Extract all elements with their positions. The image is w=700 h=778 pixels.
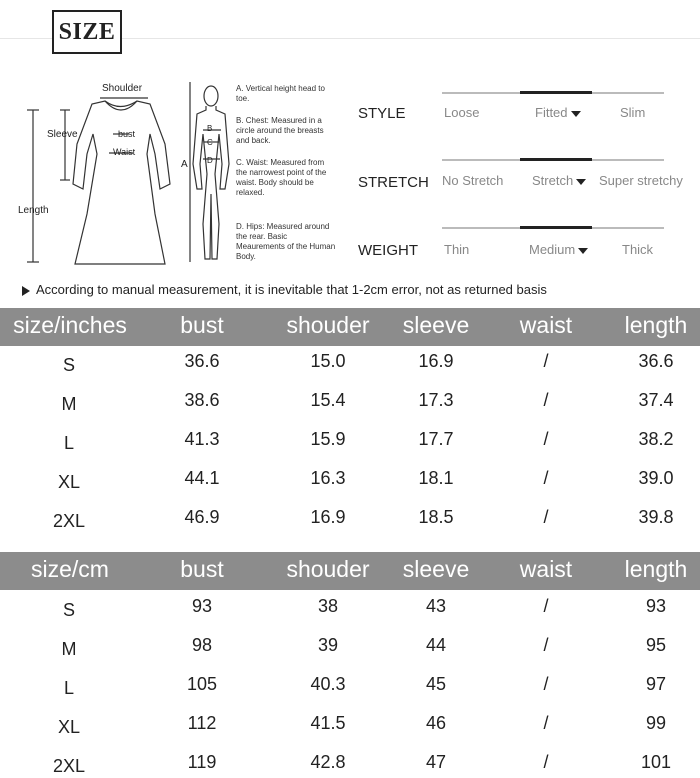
weight-label: WEIGHT xyxy=(358,242,418,259)
cell-length: 99 xyxy=(645,713,667,733)
header-shoulder: shouder xyxy=(286,312,370,338)
cell-size: M xyxy=(61,394,77,414)
cm-table-header xyxy=(0,552,700,590)
cell-waist: / xyxy=(543,390,549,410)
cell-bust: 46.9 xyxy=(184,507,220,527)
body-label-c: C xyxy=(207,138,213,147)
header-bust: bust xyxy=(180,312,224,338)
triangle-right-icon xyxy=(22,286,30,296)
note-c: C. Waist: Measured from the narrowest point of the waist. Body should be relaxed. xyxy=(236,158,327,197)
cell-size: S xyxy=(62,355,75,375)
cell-bust: 98 xyxy=(191,635,213,655)
body-label-d: D xyxy=(207,156,213,165)
cell-shoulder: 40.3 xyxy=(310,674,346,694)
cell-waist: / xyxy=(543,752,549,772)
cell-size: S xyxy=(62,600,75,620)
cell-waist: / xyxy=(543,674,549,694)
cell-size: XL xyxy=(57,717,81,737)
cell-sleeve: 45 xyxy=(425,674,447,694)
cell-waist: / xyxy=(543,351,549,371)
weight-option-medium: Medium xyxy=(529,242,588,257)
cell-size: M xyxy=(61,639,77,659)
waist-label: Waist xyxy=(113,147,136,157)
shoulder-label: Shoulder xyxy=(102,83,143,94)
cell-waist: / xyxy=(543,635,549,655)
cell-sleeve: 16.9 xyxy=(418,351,454,371)
body-label-a: A xyxy=(181,159,188,170)
header-size: size/inches xyxy=(13,312,127,338)
cell-sleeve: 17.7 xyxy=(418,429,454,449)
cell-shoulder: 15.9 xyxy=(310,429,346,449)
header-length: length xyxy=(624,312,688,338)
cell-bust: 44.1 xyxy=(184,468,220,488)
caret-down-icon xyxy=(576,179,586,185)
cell-length: 39.8 xyxy=(638,507,674,527)
cell-shoulder: 15.0 xyxy=(310,351,346,371)
header-sleeve: sleeve xyxy=(402,312,470,338)
header-waist: waist xyxy=(519,556,573,582)
size-title: SIZE xyxy=(52,10,122,54)
note-d: D. Hips: Measured around the rear. Basic Meaurements of the Human Body. xyxy=(236,222,336,261)
cell-waist: / xyxy=(543,507,549,527)
style-option-loose: Loose xyxy=(444,105,480,120)
stretch-option-super-stretchy: Super stretchy xyxy=(599,173,683,188)
cell-shoulder: 39 xyxy=(317,635,339,655)
bust-label: bust xyxy=(118,129,136,139)
body-label-b: B xyxy=(207,124,213,133)
cell-sleeve: 44 xyxy=(425,635,447,655)
cell-bust: 36.6 xyxy=(184,351,220,371)
cell-length: 39.0 xyxy=(638,468,674,488)
cell-length: 97 xyxy=(645,674,667,694)
inches-table-header xyxy=(0,308,700,346)
style-label: STYLE xyxy=(358,105,406,122)
cell-bust: 112 xyxy=(187,713,217,733)
style-option-fitted: Fitted xyxy=(535,105,581,120)
cell-length: 95 xyxy=(645,635,667,655)
cell-length: 36.6 xyxy=(638,351,674,371)
cell-length: 38.2 xyxy=(638,429,674,449)
weight-option-thin: Thin xyxy=(444,242,470,257)
cell-bust: 119 xyxy=(187,752,217,772)
cell-waist: / xyxy=(543,468,549,488)
cell-sleeve: 18.5 xyxy=(418,507,454,527)
caret-down-icon xyxy=(571,111,581,117)
cell-bust: 38.6 xyxy=(184,390,220,410)
cell-length: 37.4 xyxy=(638,390,674,410)
cell-size: 2XL xyxy=(52,511,86,531)
caret-down-icon xyxy=(578,248,588,254)
cell-size: L xyxy=(63,678,74,698)
cell-waist: / xyxy=(543,596,549,616)
cell-shoulder: 38 xyxy=(317,596,339,616)
cell-sleeve: 46 xyxy=(425,713,447,733)
style-option-slim: Slim xyxy=(620,105,646,120)
header-shoulder: shouder xyxy=(286,556,370,582)
cell-size: L xyxy=(63,433,74,453)
cell-waist: / xyxy=(543,713,549,733)
cell-sleeve: 43 xyxy=(425,596,447,616)
stretch-scale-marker xyxy=(520,158,592,161)
cell-sleeve: 18.1 xyxy=(418,468,454,488)
cell-length: 101 xyxy=(640,752,672,772)
cell-sleeve: 47 xyxy=(425,752,447,772)
cell-shoulder: 41.5 xyxy=(310,713,346,733)
length-label: Length xyxy=(18,205,49,216)
cell-waist: / xyxy=(543,429,549,449)
cell-bust: 105 xyxy=(186,674,218,694)
header-bust: bust xyxy=(180,556,224,582)
stretch-option-no-stretch: No Stretch xyxy=(442,173,504,188)
cell-bust: 41.3 xyxy=(184,429,220,449)
header-size: size/cm xyxy=(31,556,109,582)
cell-length: 93 xyxy=(645,596,667,616)
cell-size: 2XL xyxy=(52,756,86,776)
cell-shoulder: 15.4 xyxy=(310,390,346,410)
weight-option-thick: Thick xyxy=(622,242,654,257)
header-waist: waist xyxy=(519,312,573,338)
measurement-note: According to manual measurement, it is inevitable that 1-2cm error, not as returned basis xyxy=(22,282,547,297)
sleeve-label: Sleeve xyxy=(47,129,78,140)
cell-shoulder: 16.9 xyxy=(310,507,346,527)
weight-scale-marker xyxy=(520,226,592,229)
header-sleeve: sleeve xyxy=(402,556,470,582)
stretch-option-stretch: Stretch xyxy=(532,173,586,188)
cell-size: XL xyxy=(57,472,81,492)
cell-bust: 93 xyxy=(191,596,213,616)
cell-shoulder: 16.3 xyxy=(310,468,346,488)
stretch-label: STRETCH xyxy=(358,174,429,191)
note-a: A. Vertical height head to toe. xyxy=(236,84,325,103)
note-b: B. Chest: Measured in a circle around the breasts and back. xyxy=(236,116,324,145)
header-length: length xyxy=(624,556,688,582)
cell-sleeve: 17.3 xyxy=(418,390,454,410)
style-scale-marker xyxy=(520,91,592,94)
cell-shoulder: 42.8 xyxy=(310,752,346,772)
